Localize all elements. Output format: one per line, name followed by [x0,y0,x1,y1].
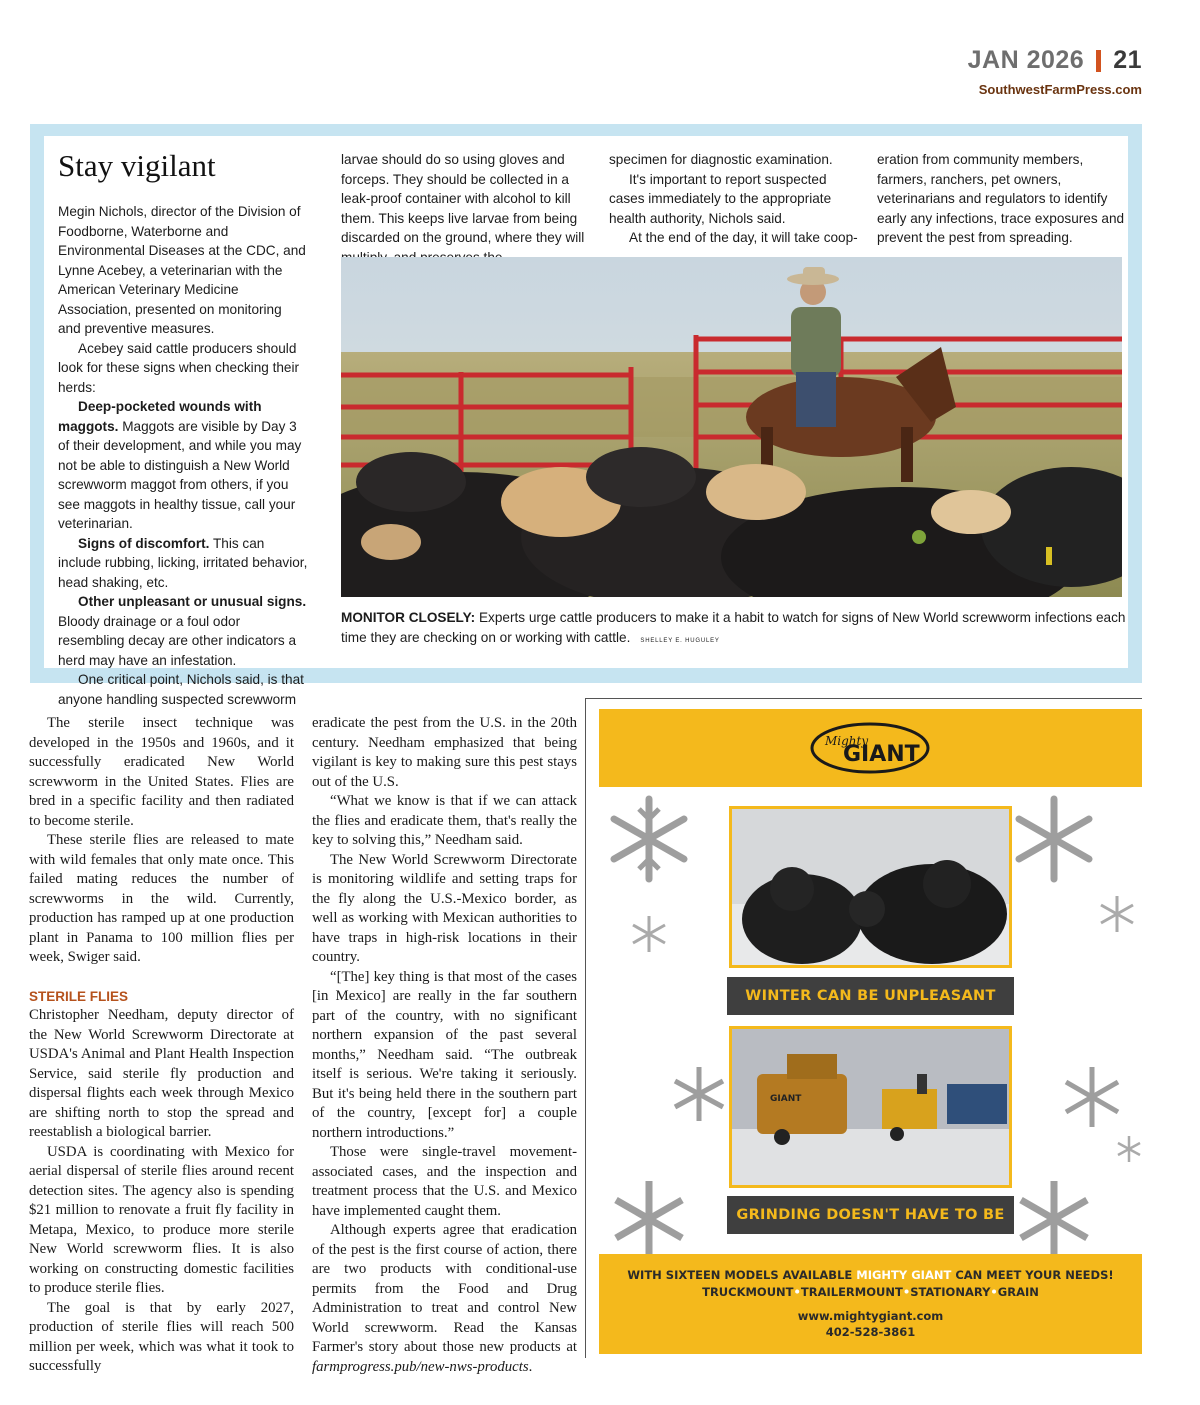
sidebar-paragraph: specimen for diagnostic examination. [609,152,833,167]
article-paragraph: These sterile flies are released to mate with wild females that only mate once. This failed mating reduces the number of screwworms in the wild. Currently, production has ramped up at one production plant in Panama to 100 million flies per week, Swiger said. [29,832,294,965]
sidebar-inner [44,136,1128,707]
winter-cattle-illustration [732,809,1009,965]
winter-banner: WINTER CAN BE UNPLEASANT [727,977,1014,1015]
grinder-photo [729,1026,1012,1188]
mighty-giant-logo [809,721,931,775]
product-item: TRUCKMOUNT [702,1285,794,1299]
sign-heading: Signs of discomfort. [78,535,210,551]
sidebar-column-2 [341,150,591,267]
cattle-photo-illustration [341,257,1122,597]
article-paragraph: The sterile insect technique was developed in the 1950s and 1960s, and it successfully eradicated New World screwworm in the United States. Flies are bred in a specific facility and then radiated to become sterile. [29,715,294,829]
site-name: SouthwestFarmPress.com [978,82,1142,97]
sidebar-box [30,124,1142,707]
ad-frame-left-rule [585,698,586,1358]
article-paragraph: “[The] key thing is that most of the cases [in Mexico] are really in the far southern part of the country, with no significant northern expansion of the past several months,” Needham said. “The outbreak itself is serious. We're taking it seriously. But it's being held there in the southern part of the country, [except for] a couple northern introductions.” [312,968,577,1141]
caption-text: Experts urge cattle producers to make it a habit to watch for signs of New World screwworm infections each time they are checking on or working with cattle. [341,610,1126,645]
winter-cattle-photo [729,806,1012,968]
article-column-1 [29,714,294,1377]
grinding-banner: GRINDING DOESN'T HAVE TO BE [727,1196,1014,1234]
photo-credit: SHELLEY E. HUGULEY [640,638,720,644]
cattle-photo [341,257,1122,597]
article-paragraph: The goal is that by early 2027, production of sterile flies will reach 500 million per week, which was what it took to successfully [29,1299,294,1374]
page-number: 21 [1113,46,1142,74]
sidebar-paragraph: Acebey said cattle producers should look for these signs when checking their herds: [58,340,300,395]
separator: • [793,1285,801,1299]
section-subhead: STERILE FLIES [29,988,129,1004]
sidebar-column-4 [877,150,1127,248]
article-paragraph: USDA is coordinating with Mexico for aerial dispersal of sterile flies around recent detection sites. The agency also is spending $21 million to renovate a fruit fly facility in Metapa, Mexico, to produce more sterile New World screwworm flies. It is also working on constructing domestic facilities to produce sterile flies. [29,1143,294,1296]
header-divider [1096,50,1101,72]
product-item: GRAIN [997,1285,1039,1299]
snowflake-icon [1114,1134,1142,1164]
snowflake-icon [1009,1179,1099,1259]
sign-text: Bloody drainage or a foul odor resembling decay are other indicators a herd may have an infestation. [58,613,297,668]
sidebar-paragraph: One critical point, Nichols said, is that anyone handling suspected screwworm [58,672,304,707]
ad-frame-top-rule [585,698,1142,699]
sign-heading: Other unpleasant or unusual signs. [78,594,307,609]
snowflake-icon [629,914,669,954]
snowflake-icon [604,794,694,884]
article-paragraph: eradicate the pest from the U.S. in the 20th century. Needham emphasized that being vigilant is key to making sure this pest stays out of the U.S. [312,715,577,790]
sign-item [58,397,308,534]
product-item: TRAILERMOUNT [800,1285,903,1299]
tagline-start: WITH SIXTEEN MODELS AVAILABLE [627,1268,857,1282]
mighty-giant-ad[interactable] [599,709,1142,1354]
article-paragraph: Christopher Needham, deputy director of the New World Screwworm Directorate at USDA's Animal and Plant Health Inspection Service, said sterile fly production and dispersal flights each week through Mexico are shifting north to stop the spread and reestablish a biological barrier. [29,1007,294,1140]
logo-main: GIANT [843,742,920,767]
tagline-brand: MIGHTY GIANT [856,1268,952,1282]
caption-lead: MONITOR CLOSELY: [341,610,476,625]
separator: • [990,1285,998,1299]
article-paragraph: “What we know is that if we can attack the flies and eradicate them, that's really the key to solving this,” Needham said. [312,793,577,848]
machine-label: GIANT [770,1094,802,1104]
ad-phone: 402-528-3861 [825,1325,916,1339]
logo-script: Mighty [825,734,869,748]
snowflake-icon [1097,894,1137,934]
article-paragraph: The New World Screwworm Directorate is monitoring wildlife and setting traps for the fly along the U.S.-Mexico border, as well as working with Mexican authorities to have traps in high-risk locations in their country. [312,851,577,965]
sidebar-paragraph: At the end of the day, it will take coop- [629,230,858,245]
sidebar-paragraph: eration from community members, farmers, ranchers, pet owners, veterinarians and regulators to identify early any infections, trace exposures and prevent the pest from spreading. [877,152,1125,245]
ad-website-link[interactable]: www.mightygiant.com [797,1309,944,1323]
sign-item [58,534,308,593]
sidebar-paragraph: larvae should do so using gloves and forceps. They should be collected in a leak-proof container with alcohol to kill them. This keeps live larvae from being discarded on the ground, where they will [341,152,585,245]
sidebar-column-1 [58,148,308,709]
sidebar-column-3 [609,150,859,248]
sign-text: This can include rubbing, licking, irritated behavior, head shaking, etc. [58,535,308,590]
sidebar-paragraph: Megin Nichols, director of the Division of Foodborne, Waterborne and Environmental Diseases at the CDC, and Lynne Acebey, a veterinarian with the American Veterinary Medicine Association, presented on monitoring and preventive measures. [58,204,306,336]
paragraph-text: Although experts agree that eradication of the pest is the first course of action, there are two products with conditional-use permits from the Food and Drug Administration to treat and control New World screwworm. Read the Kansas Farmer's story about those new products at [312,1222,577,1355]
sign-text: Maggots are visible by Day 3 of their development, and while you may not be able to distinguish a New World screwworm maggot from others, if you see maggots in healthy tissue, call your veterinarian. [58,418,302,531]
article-paragraph: Those were single-travel movement-associated cases, and the inspection and treatment process that the U.S. and Mexico have implemented caught them. [312,1144,577,1219]
separator: • [902,1285,911,1299]
sign-item [58,592,308,670]
ad-tagline [599,1268,1142,1282]
grinder-illustration [732,1029,1009,1185]
sign-heading: Deep-pocketed wounds with maggots. [58,399,262,434]
sidebar-paragraph: It's important to report suspected cases immediately to the appropriate health authority, Nichols said. [609,171,832,226]
product-item: STATIONARY [910,1285,991,1299]
issue-date: JAN 2026 [967,46,1085,74]
sidebar-title: Stay vigilant [58,148,216,183]
article-column-2 [312,714,577,1377]
snowflake-icon [1059,1064,1125,1130]
snowflake-icon [604,1179,694,1259]
ad-top-banner [599,709,1142,787]
snowflake-icon [1009,794,1099,884]
paragraph-end: . [528,1358,533,1375]
ad-product-list [599,1285,1142,1299]
page-header-date [968,46,1142,75]
photo-caption [341,608,1131,651]
ad-bottom-banner [599,1254,1142,1354]
story-link[interactable]: farmprogress.pub/new-nws-products [312,1358,529,1375]
snowflake-icon [669,1064,729,1124]
article-paragraph [312,1221,577,1377]
tagline-end: CAN MEET YOUR NEEDS! [951,1268,1114,1282]
